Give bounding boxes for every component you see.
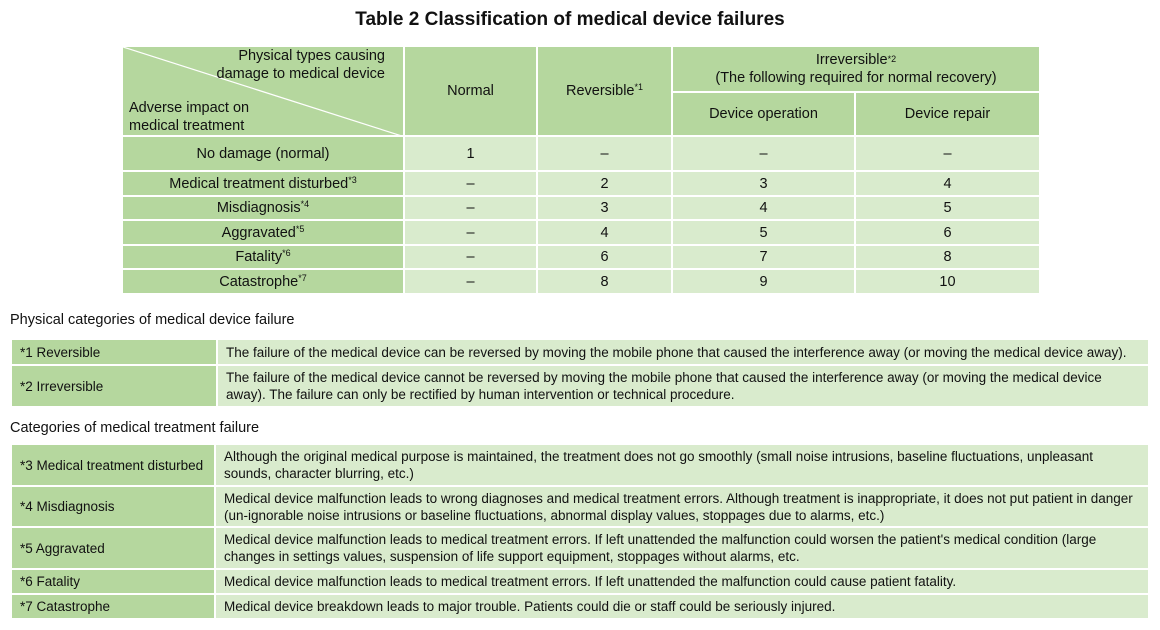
treatment-categories-heading: Categories of medical treatment failure [10,420,260,436]
cell-device-repair: 5 [855,196,1040,220]
cell-reversible: – [537,136,672,171]
corner-bottom-label: Adverse impact on medical treatment [129,100,250,134]
cell-reversible: 4 [537,220,672,245]
header-reversible [537,46,672,136]
cell-device-operation: 5 [672,220,855,245]
table-row [122,196,1040,220]
row-label: Medical treatment disturbed$^{*3}$ [122,171,404,196]
row-label: Misdiagnosis$^{*4}$ [122,196,404,220]
header-irreversible [672,46,1040,92]
footnote-desc: Medical device breakdown leads to major trouble. Patients could die or staff could be seriously injured. [215,594,1149,619]
footnote-term: *2 Irreversible [11,365,217,407]
header-reversible-label: Reversible [565,83,635,99]
header-normal: Normal [404,46,537,136]
row-label: No damage (normal) [122,136,404,171]
cell-device-operation: – [672,136,855,171]
footnote-desc: The failure of the medical device cannot be reversed by moving the mobile phone that caused the interference away (or moving the medical device away). The failure can only be rectified by human intervention or technical procedure. [217,365,1149,407]
table-row [122,245,1040,269]
footnote-term: *1 Reversible [11,339,217,365]
footnote-row [11,527,1149,569]
header-irreversible-label: Irreversible [815,52,888,68]
table-corner-header [122,46,404,136]
footnote-row [11,594,1149,619]
treatment-categories-table [10,443,1150,620]
footnote-desc: Medical device malfunction leads to medical treatment errors. If left unattended the malfunction could cause patient fatality. [215,569,1149,594]
cell-device-repair: 10 [855,269,1040,294]
footnote-desc: The failure of the medical device can be reversed by moving the mobile phone that caused the interference away (or moving the medical device away). [217,339,1149,365]
footnote-term: *7 Catastrophe [11,594,215,619]
footnote-desc: Medical device malfunction leads to wrong diagnoses and medical treatment errors. Although treatment is inappropriate, it does not put patient in danger (un-ignorable noise intrusions or baseline fluctuations, abnormal display values, stoppages due to alarms, etc.) [215,486,1149,527]
cell-normal: – [404,171,537,196]
corner-top-label: Physical types causing damage to medical device [216,48,385,82]
footnote-desc: Although the original medical purpose is maintained, the treatment does not go smoothly (small noise intrusions, baseline fluctuations, unpleasant sounds, character blurring, etc.) [215,444,1149,486]
cell-normal: – [404,269,537,294]
cell-device-operation: 3 [672,171,855,196]
footnote-row [11,569,1149,594]
cell-device-repair: 4 [855,171,1040,196]
header-reversible-sup: *1 [634,82,643,92]
classification-table [121,45,1041,295]
footnote-desc: Medical device malfunction leads to medical treatment errors. If left unattended the malfunction could worsen the patient's medical condition (large changes in settings values, suspension of life support equipment, stoppages without alarms, etc. [215,527,1149,569]
header-device-operation: Device operation [672,92,855,136]
footnote-row [11,365,1149,407]
cell-device-repair: – [855,136,1040,171]
header-device-repair: Device repair [855,92,1040,136]
header-irreversible-sub: (The following required for normal recovery) [715,70,997,86]
row-label: Aggravated$^{*5}$ [122,220,404,245]
table-title: Table 2 Classification of medical device failures [355,9,785,30]
physical-categories-heading: Physical categories of medical device failure [10,312,295,328]
cell-reversible: 6 [537,245,672,269]
cell-reversible: 2 [537,171,672,196]
table-row [122,269,1040,294]
cell-device-operation: 4 [672,196,855,220]
cell-device-repair: 6 [855,220,1040,245]
cell-normal: – [404,220,537,245]
cell-device-repair: 8 [855,245,1040,269]
footnote-row [11,444,1149,486]
footnote-row [11,486,1149,527]
cell-normal: – [404,196,537,220]
table-row [122,171,1040,196]
footnote-term: *3 Medical treatment disturbed [11,444,215,486]
table-row [122,136,1040,171]
cell-device-operation: 9 [672,269,855,294]
cell-normal: – [404,245,537,269]
footnote-term: *5 Aggravated [11,527,215,569]
physical-categories-table [10,338,1150,408]
header-irreversible-sup: *2 [887,54,897,64]
cell-device-operation: 7 [672,245,855,269]
cell-normal: 1 [404,136,537,171]
table-row [122,220,1040,245]
row-label: Fatality$^{*6}$ [122,245,404,269]
cell-reversible: 3 [537,196,672,220]
row-label: Catastrophe$^{*7}$ [122,269,404,294]
footnote-term: *6 Fatality [11,569,215,594]
footnote-term: *4 Misdiagnosis [11,486,215,527]
footnote-row [11,339,1149,365]
cell-reversible: 8 [537,269,672,294]
